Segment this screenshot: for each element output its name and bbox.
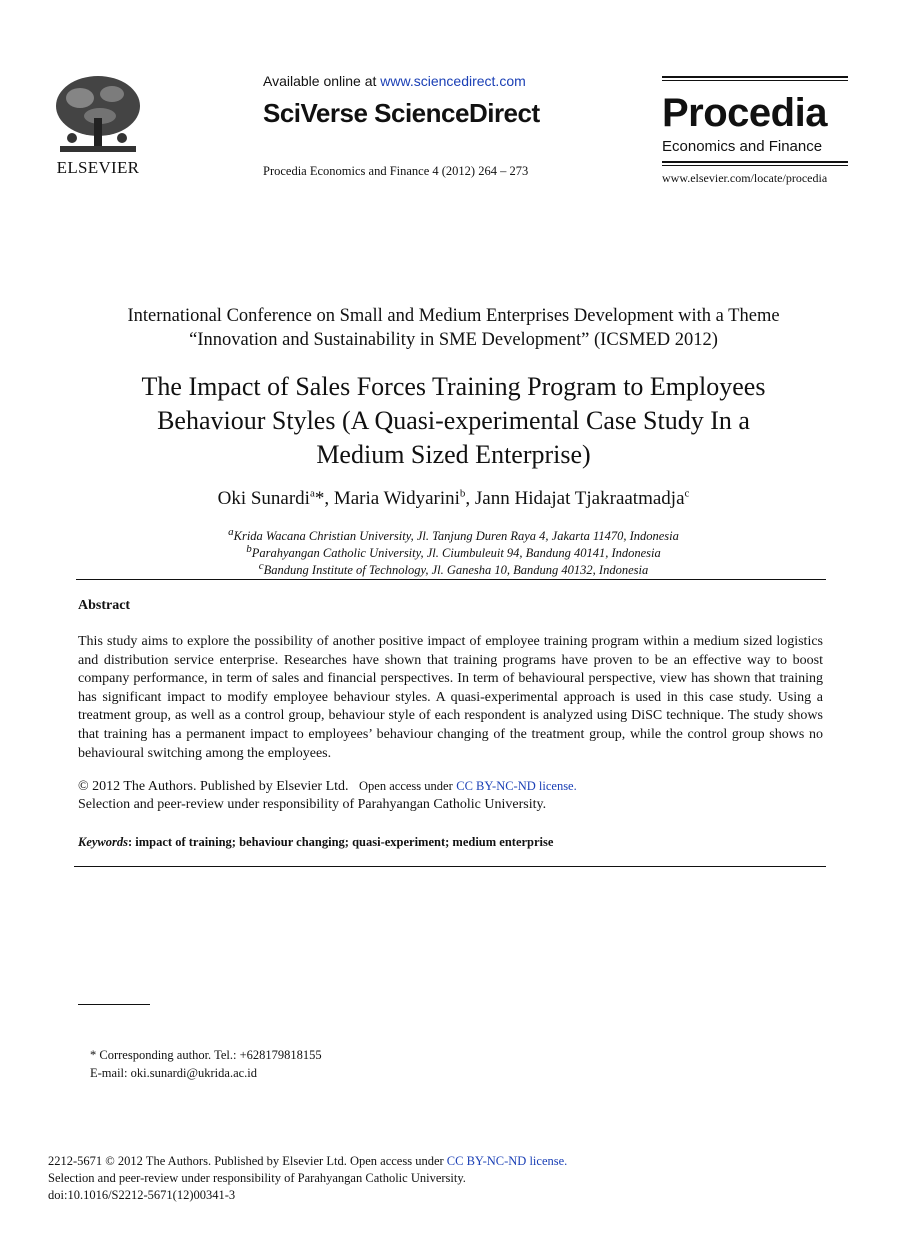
brand-rule-top — [662, 76, 848, 78]
brand-title: Procedia — [662, 91, 827, 135]
peer-review-text: Selection and peer-review under responsibility of Parahyangan Catholic University. — [48, 1171, 466, 1185]
author-name: Oki Sunardi — [217, 488, 310, 509]
title-line: The Impact of Sales Forces Training Program to Employees — [141, 372, 766, 401]
keywords-values: : impact of training; behaviour changing; quasi-experiment; medium enterprise — [128, 835, 554, 849]
brand-rule-top-thin — [662, 80, 848, 81]
copyright-text: © 2012 The Authors. Published by Elsevier Ltd. — [78, 779, 349, 794]
divider — [74, 866, 826, 867]
available-prefix: Available online at — [263, 73, 377, 89]
divider — [76, 579, 826, 580]
doi[interactable]: doi:10.1016/S2212-5671(12)00341-3 — [48, 1188, 236, 1202]
author-affil-mark: a — [309, 487, 315, 500]
publication-meta — [48, 1153, 567, 1204]
corresponding-author: * Corresponding author. Tel.: +628179818155 — [90, 1048, 322, 1062]
issn-line — [48, 1153, 567, 1170]
conference-theme-line — [0, 330, 907, 351]
title-line: Medium Sized Enterprise) — [316, 440, 591, 469]
affiliation-mark: b — [246, 542, 252, 555]
peer-review-text: Selection and peer-review under responsibility of Parahyangan Catholic University. — [78, 797, 547, 812]
affiliation-text: Bandung Institute of Technology, Jl. Ganesha 10, Bandung 40132, Indonesia — [263, 563, 649, 577]
footnote — [90, 1046, 322, 1082]
footnote-rule — [78, 1004, 150, 1005]
author-mark: , — [465, 488, 475, 509]
affiliation — [0, 542, 907, 561]
keywords-label: Keywords — [78, 835, 128, 849]
journal-reference: Procedia Economics and Finance 4 (2012) 264 – 273 — [263, 164, 529, 178]
conference-acronym: (ICSMED 2012) — [594, 330, 718, 350]
author-affil-mark: c — [684, 487, 690, 500]
license-link[interactable]: CC BY-NC-ND license. — [446, 1154, 568, 1168]
available-online — [263, 73, 526, 89]
conference-name: International Conference on Small and Medium Enterprises Development with a Theme — [127, 306, 780, 326]
brand-rule-bottom-thin — [662, 165, 848, 166]
sciencedirect-link[interactable]: www.sciencedirect.com — [380, 73, 526, 89]
abstract-heading: Abstract — [78, 598, 131, 613]
elsevier-logo — [50, 72, 146, 180]
keywords — [78, 835, 553, 850]
issn-text: 2212-5671 © 2012 The Authors. Published by Elsevier Ltd. Open access under — [48, 1154, 444, 1168]
abstract-body: This study aims to explore the possibility of another positive impact of employee training program within a medium sized logistics and distribution service enterprise. Researches have shown that training programs have proven to be an effective way to boost company performance, in term of sales and financial perspectives. In term of behavioural perspective, view has shown that training has significant impact to modify employee behaviour styles. A quasi-experimental approach is used in this case study. Using a treatment group, as well as a control group, behaviour style of each respondent is analyzed using DiSC technique. The study shows that training has a permanent impact to employees’ behaviour changing of the treatment group, while the control group shows no behavioural switching among the employees. — [78, 634, 823, 761]
conference-theme: “Innovation and Sustainability in SME Development” — [189, 330, 590, 350]
tree-logo-icon — [50, 72, 146, 156]
affiliation — [0, 525, 907, 544]
brand-subtitle: Economics and Finance — [662, 138, 823, 155]
author-name: Jann Hidajat Tjakraatmadja — [474, 488, 685, 509]
affiliation-mark: c — [258, 559, 264, 572]
affiliation — [0, 559, 907, 578]
procedia-brand — [662, 76, 848, 186]
author-name: Maria Widyarini — [333, 488, 460, 509]
open-access-text: Open access under — [359, 779, 453, 793]
author-list — [0, 488, 907, 510]
publisher-name: ELSEVIER — [56, 158, 140, 177]
title-line: Behaviour Styles (A Quasi-experimental Case Study In a — [157, 406, 750, 435]
author-email: E-mail: oki.sunardi@ukrida.ac.id — [90, 1066, 258, 1080]
paper-title — [0, 370, 907, 472]
platform-name: SciVerse ScienceDirect — [263, 98, 540, 128]
license-link[interactable]: CC BY-NC-ND license. — [456, 779, 577, 793]
brand-rule-bottom — [662, 161, 848, 163]
affiliation-mark: a — [228, 525, 234, 538]
author-affil-mark: b — [459, 487, 466, 500]
author-mark: *, — [314, 488, 334, 509]
copyright-line — [78, 777, 577, 796]
affiliation-text: Parahyangan Catholic University, Jl. Ciumbuleuit 94, Bandung 40141, Indonesia — [251, 546, 661, 560]
affiliation-text: Krida Wacana Christian University, Jl. Tanjung Duren Raya 4, Jakarta 11470, Indonesia — [233, 529, 679, 543]
copyright-block — [78, 777, 577, 814]
brand-url[interactable]: www.elsevier.com/locate/procedia — [662, 171, 828, 185]
